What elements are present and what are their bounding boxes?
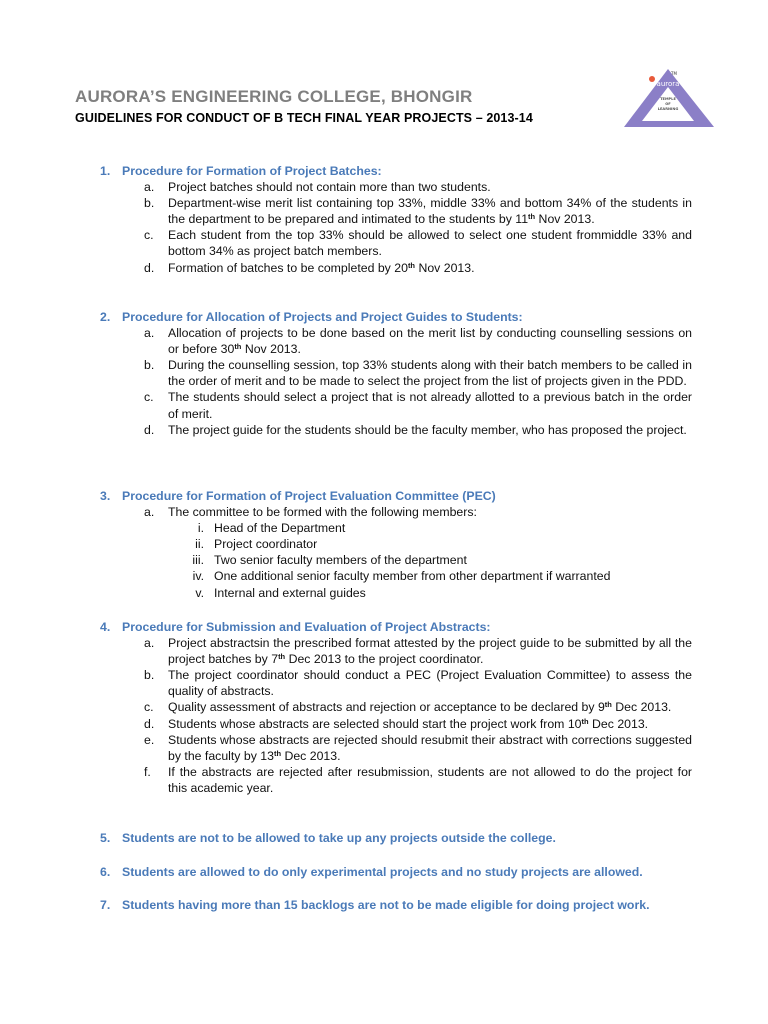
ordinal-suffix: th [234, 342, 242, 352]
sub-list-item [100, 520, 692, 536]
section-heading [100, 897, 692, 913]
ordinal-suffix: th [273, 748, 282, 758]
section-number: 2. [100, 310, 111, 324]
sub-item-label: v. [195, 585, 204, 600]
item-label: d. [144, 716, 155, 731]
item-text: Project batches should not contain more than two students. [168, 180, 491, 195]
section-title: Procedure for Formation of Project Evaluation Committee (PEC) [122, 489, 496, 503]
item-label: a. [144, 636, 155, 651]
list-item [100, 389, 692, 421]
item-label: e. [144, 732, 155, 747]
list-item [100, 716, 692, 732]
sub-list-item [100, 568, 692, 584]
item-text: Quality assessment of abstracts and rejection or acceptance to be declared by 9 [168, 700, 605, 715]
section-heading [100, 619, 692, 635]
logo-tagline-3: LEARNING [657, 107, 679, 111]
list-item [100, 732, 692, 764]
item-text: During the counselling session, top 33% students along with their batch members to be called in the order of merit and to be made to select the project from the list of projects given in the PDD. [168, 358, 692, 389]
list-item [100, 260, 692, 276]
item-label: b. [144, 196, 155, 211]
item-label: a. [144, 505, 155, 520]
item-label: b. [144, 668, 155, 683]
section-title: Students having more than 15 backlogs are not to be made eligible for doing project work. [122, 898, 650, 912]
item-text-after: Dec 2013 to the project coordinator. [285, 652, 484, 667]
sub-item-label: iii. [192, 553, 204, 568]
section-title: Procedure for Submission and Evaluation of Project Abstracts: [122, 620, 491, 634]
logo-tm: TM [671, 71, 677, 76]
section-4 [100, 619, 692, 796]
list-item [100, 764, 692, 796]
section-number: 3. [100, 489, 111, 503]
section-items [100, 504, 692, 601]
list-item [100, 504, 692, 520]
section-number: 5. [100, 831, 111, 845]
item-text-after: Nov 2013. [241, 342, 301, 357]
section-6 [100, 864, 692, 880]
section-items [100, 325, 692, 438]
section-title: Procedure for Allocation of Projects and Project Guides to Students: [122, 310, 523, 324]
college-name: AURORA’S ENGINEERING COLLEGE, BHONGIR [75, 87, 473, 106]
section-3 [100, 488, 692, 601]
section-heading [100, 488, 692, 504]
section-title: Procedure for Formation of Project Batches: [122, 164, 382, 178]
list-item [100, 422, 692, 438]
item-text: Allocation of projects to be done based on the merit list by conducting counselling sessions on or before 30 [168, 326, 692, 357]
sub-list-item [100, 585, 692, 601]
section-number: 6. [100, 865, 111, 879]
section-number: 4. [100, 620, 111, 634]
sub-item-text: Head of the Department [214, 521, 346, 536]
item-text: Students whose abstracts are selected should start the project work from 10 [168, 716, 582, 731]
sub-items [100, 520, 692, 600]
ordinal-suffix: th [528, 212, 536, 222]
list-item [100, 195, 692, 227]
item-label: c. [144, 390, 154, 405]
section-7 [100, 897, 692, 913]
item-text: The project guide for the students should be the faculty member, who has proposed the project. [168, 422, 687, 437]
sub-item-text: One additional senior faculty member from other department if warranted [214, 569, 611, 584]
ordinal-suffix: th [407, 260, 416, 270]
section-heading [100, 163, 692, 179]
section-number: 1. [100, 164, 111, 178]
list-item [100, 325, 692, 357]
section-5 [100, 830, 692, 846]
item-label: d. [144, 260, 155, 275]
sub-list-item [100, 536, 692, 552]
item-text: The project coordinator should conduct a PEC (Project Evaluation Committee) to assess the quality of abstracts. [168, 668, 692, 699]
logo-tagline-2: OF [665, 102, 671, 106]
section-number: 7. [100, 898, 111, 912]
section-items [100, 179, 692, 276]
logo-dot [649, 76, 655, 82]
item-text: The committee to be formed with the following members: [168, 505, 477, 520]
section-heading [100, 309, 692, 325]
logo-tagline-1: TEMPLE [660, 97, 676, 101]
item-text: Project abstractsin the prescribed format attested by the project guide to be submitted by all the project batches by 7 [168, 636, 692, 667]
aurora-logo [618, 67, 720, 129]
section-heading [100, 864, 692, 880]
item-label: c. [144, 228, 154, 243]
section-1 [100, 163, 692, 276]
item-text-after: Dec 2013. [588, 716, 649, 731]
item-text: The students should select a project that is not already allotted to a previous batch in the order of merit. [168, 390, 692, 421]
section-title: Students are not to be allowed to take up any projects outside the college. [122, 831, 556, 845]
section-title: Students are allowed to do only experimental projects and no study projects are allowed. [122, 865, 643, 879]
section-heading [100, 830, 692, 846]
item-text: If the abstracts are rejected after resubmission, students are not allowed to do the project for this academic year. [168, 764, 692, 795]
item-text: Department-wise merit list containing top 33%, middle 33% and bottom 34% of the students in the department to be prepared and intimated to the students by 11 [168, 196, 692, 227]
item-label: a. [144, 326, 155, 341]
document-title: GUIDELINES FOR CONDUCT OF B TECH FINAL YEAR PROJECTS – 2013-14 [75, 111, 533, 125]
sub-item-text: Internal and external guides [214, 585, 366, 600]
item-label: a. [144, 180, 155, 195]
sub-item-text: Two senior faculty members of the department [214, 553, 467, 568]
sub-list-item [100, 552, 692, 568]
list-item [100, 699, 692, 715]
sub-item-label: iv. [192, 569, 204, 584]
logo-wordmark: aurora [656, 80, 680, 88]
section-2 [100, 309, 692, 438]
sub-item-label: i. [197, 521, 204, 536]
list-item [100, 635, 692, 667]
item-text-after: Nov 2013. [415, 260, 475, 275]
item-text-after: Dec 2013. [611, 700, 672, 715]
section-items [100, 635, 692, 796]
ordinal-suffix: th [581, 716, 589, 726]
ordinal-suffix: th [278, 652, 286, 662]
item-text: Formation of batches to be completed by 20 [168, 260, 408, 275]
item-label: f. [144, 764, 151, 779]
item-label: b. [144, 358, 155, 373]
sub-item-text: Project coordinator [214, 537, 318, 552]
item-label: c. [144, 700, 154, 715]
item-text-after: Dec 2013. [281, 748, 341, 763]
item-text-after: Nov 2013. [535, 212, 595, 227]
ordinal-suffix: th [604, 700, 612, 710]
item-text: Students whose abstracts are rejected should resubmit their abstract with corrections suggested by the faculty by 13 [168, 732, 692, 763]
list-item [100, 667, 692, 699]
list-item [100, 357, 692, 389]
sub-item-label: ii. [195, 537, 204, 552]
item-text: Each student from the top 33% should be allowed to select one student frommiddle 33% and bottom 34% as project batch members. [168, 228, 692, 259]
item-label: d. [144, 422, 155, 437]
list-item [100, 179, 692, 195]
list-item [100, 227, 692, 259]
